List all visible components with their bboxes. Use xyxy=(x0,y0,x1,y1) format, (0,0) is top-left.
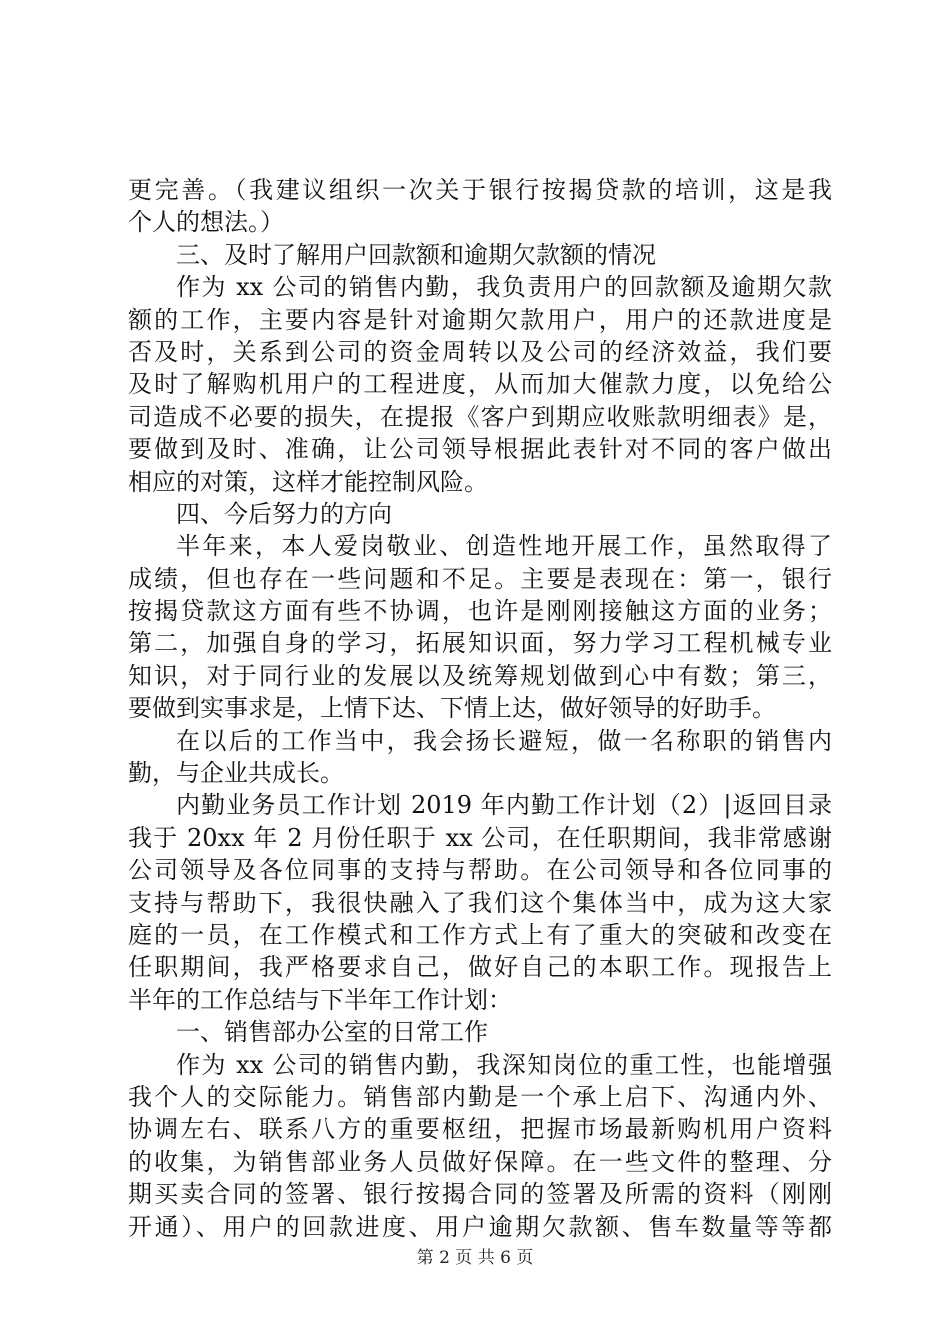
text-line: 期买卖合同的签署、银行按揭合同的签署及所需的资料（刚刚 xyxy=(128,1180,832,1209)
page-footer: 第 2 页 共 6 页 xyxy=(416,1248,534,1268)
text-line: 及时了解购机用户的工程进度，从而加大催款力度，以免给公 xyxy=(128,370,832,399)
text-line: 司造成不必要的损失，在提报《客户到期应收账款明细表》是， xyxy=(128,402,832,431)
text-line: 在以后的工作当中，我会扬长避短，做一名称职的销售内 xyxy=(176,726,832,755)
text-line: 要做到实事求是，上情下达、下情上达，做好领导的好助手。 xyxy=(128,694,776,723)
text-line: 支持与帮助下，我很快融入了我们这个集体当中，成为这大家 xyxy=(128,888,832,917)
text-line: 四、今后努力的方向 xyxy=(176,499,392,528)
text-line: 三、及时了解用户回款额和逾期欠款额的情况 xyxy=(176,240,656,269)
text-line: 一、销售部办公室的日常工作 xyxy=(176,1018,488,1047)
text-line: 庭的一员，在工作模式和工作方式上有了重大的突破和改变在 xyxy=(128,920,832,949)
text-line: 成绩，但也存在一些问题和不足。主要是表现在：第一，银行 xyxy=(128,564,832,593)
text-line: 任职期间，我严格要求自己，做好自己的本职工作。现报告上 xyxy=(128,953,832,982)
text-line: 协调左右、联系八方的重要枢纽，把握市场最新购机用户资料 xyxy=(128,1115,832,1144)
text-line: 我于 20xx 年 2 月份任职于 xx 公司，在任职期间，我非常感谢 xyxy=(128,823,832,852)
text-line: 公司领导及各位同事的支持与帮助。在公司领导和各位同事的 xyxy=(128,856,832,885)
text-line: 个人的想法。） xyxy=(128,208,284,237)
text-line: 半年的工作总结与下半年工作计划： xyxy=(128,985,512,1014)
text-line: 否及时，关系到公司的资金周转以及公司的经济效益，我们要 xyxy=(128,337,832,366)
text-line: 我个人的交际能力。销售部内勤是一个承上启下、沟通内外、 xyxy=(128,1082,832,1111)
text-line: 的收集，为销售部业务人员做好保障。在一些文件的整理、分 xyxy=(128,1147,832,1176)
text-line: 作为 xx 公司的销售内勤，我深知岗位的重工性，也能增强 xyxy=(176,1050,832,1079)
text-line: 更完善。（我建议组织一次关于银行按揭贷款的培训，这是我 xyxy=(128,176,832,204)
text-line: 开通）、用户的回款进度、用户逾期欠款额、售车数量等等都 xyxy=(128,1212,832,1241)
text-line: 勤，与企业共成长。 xyxy=(128,759,344,788)
text-line: 额的工作，主要内容是针对逾期欠款用户，用户的还款进度是 xyxy=(128,305,832,334)
text-line: 按揭贷款这方面有些不协调，也许是刚刚接触这方面的业务； xyxy=(128,597,832,626)
text-line: 第二，加强自身的学习，拓展知识面，努力学习工程机械专业 xyxy=(128,629,832,658)
text-line: 作为 xx 公司的销售内勤，我负责用户的回款额及逾期欠款 xyxy=(176,273,832,302)
text-line: 要做到及时、准确，让公司领导根据此表针对不同的客户做出 xyxy=(128,435,832,464)
text-line: 内勤业务员工作计划 2019 年内勤工作计划（2）|返回目录 xyxy=(176,791,832,820)
document-body xyxy=(128,174,832,1243)
text-line: 相应的对策，这样才能控制风险。 xyxy=(128,467,488,496)
text-line: 半年来，本人爱岗敬业、创造性地开展工作，虽然取得了 xyxy=(176,532,832,561)
text-line: 知识，对于同行业的发展以及统筹规划做到心中有数；第三， xyxy=(128,661,832,690)
